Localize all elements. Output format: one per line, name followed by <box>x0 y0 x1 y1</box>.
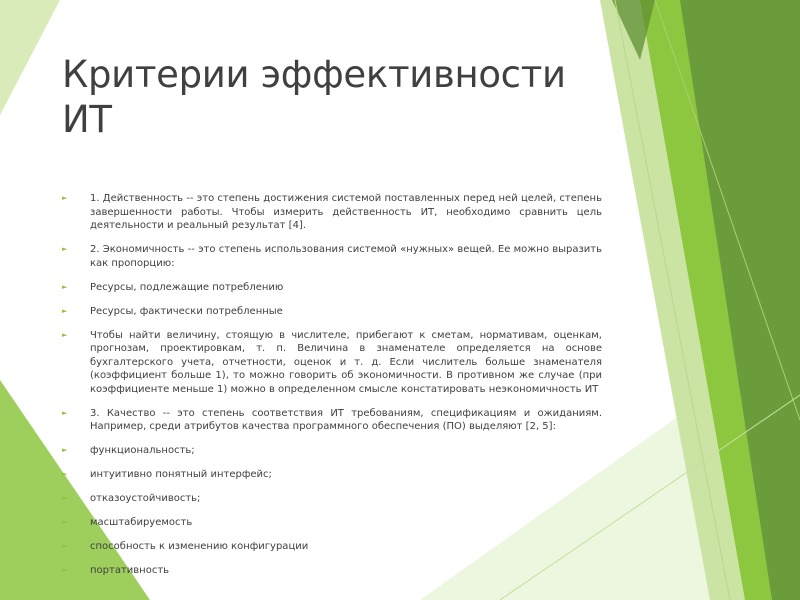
bullet-arrow-icon: ► <box>62 566 68 574</box>
bullet-arrow-icon: ► <box>62 330 68 339</box>
list-item <box>62 564 602 578</box>
list-item-text: 1. Действенность -- это степень достижения системой поставленных перед ней целей, степень завершенности работы. Чтобы измерить действенность ИТ, необходимо сравнить цель деятельности и реальный результат [4]. <box>90 193 602 231</box>
list-item-text: 2. Экономичность -- это степень использования системой «нужных» вещей. Ее можно выразить как пропорцию: <box>90 244 602 269</box>
bullet-arrow-icon: ► <box>62 542 68 550</box>
bullet-list <box>62 192 602 588</box>
list-item-text: Чтобы найти величину, стоящую в числителе, прибегают к сметам, нормативам, оценкам, прогнозам, проектировкам, т. п. Величина в знаменателе определяется на основе бухгалтерского учета, отчетности, оценок и т. д. Если числитель больше знаменателя (коэффициент больше 1), то можно говорить об экономичности. В противном же случае (при коэффициенте меньше 1) можно в определенном смысле констатировать неэкономичность ИТ <box>90 329 602 395</box>
list-item <box>62 329 602 397</box>
bullet-arrow-icon: ► <box>62 408 68 417</box>
list-item <box>62 540 602 554</box>
bullet-arrow-icon: ► <box>62 306 68 315</box>
slide-title: Критерии эффективности ИТ <box>62 53 566 141</box>
bullet-arrow-icon: ► <box>62 245 68 253</box>
list-item-text: функциональность; <box>90 445 195 456</box>
list-item <box>62 192 602 233</box>
list-item-text: способность к изменению конфигурации <box>90 541 309 552</box>
bullet-arrow-icon: ► <box>62 494 68 502</box>
bullet-arrow-icon: ► <box>62 194 68 202</box>
bullet-arrow-icon: ► <box>62 470 68 478</box>
list-item <box>62 516 602 530</box>
bullet-arrow-icon: ► <box>62 446 68 454</box>
list-item-text: отказоустойчивость; <box>90 493 201 504</box>
list-item-text: интуитивно понятный интерфейс; <box>90 469 272 480</box>
list-item <box>62 468 602 482</box>
list-item-text: Ресурсы, фактически потребленные <box>90 305 283 317</box>
list-item <box>62 407 602 434</box>
list-item <box>62 243 602 270</box>
top-left-wedge-shape <box>0 0 60 115</box>
bullet-arrow-icon: ► <box>62 282 68 291</box>
list-item <box>62 281 602 295</box>
list-item <box>62 305 602 319</box>
list-item <box>62 492 602 506</box>
list-item-text: 3. Качество -- это степень соответствия ИТ требованиям, спецификациям и ожиданиям. Например, среди атрибутов качества программного обеспечения (ПО) выделяют [2, 5]: <box>90 407 602 432</box>
list-item <box>62 444 602 458</box>
list-item-text: масштабируемость <box>90 517 193 528</box>
bullet-arrow-icon: ► <box>62 518 68 526</box>
list-item-text: портативность <box>90 565 170 576</box>
list-item-text: Ресурсы, подлежащие потреблению <box>90 281 284 293</box>
